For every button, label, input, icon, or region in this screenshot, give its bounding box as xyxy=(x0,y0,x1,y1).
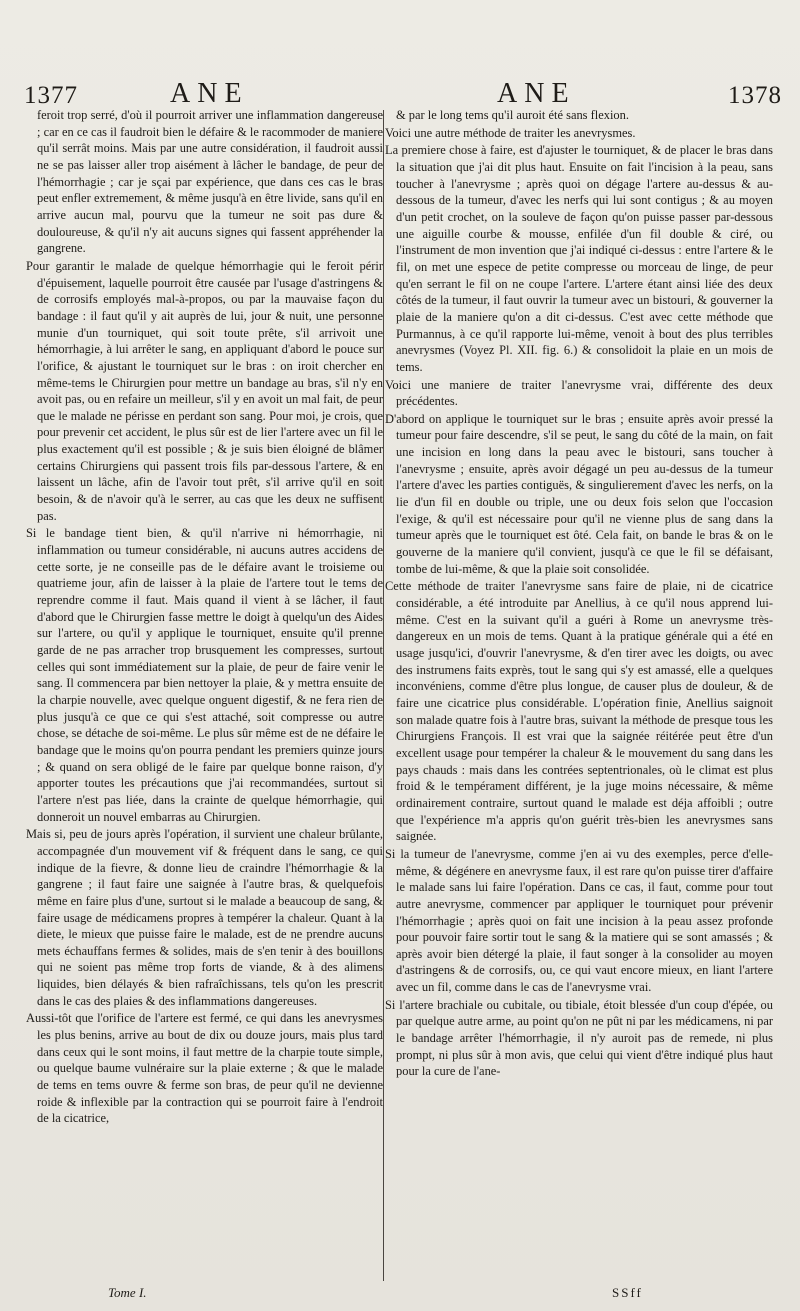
paragraph: Cette méthode de traiter l'anevrysme sans faire de plaie, ni de cicatrice considérable, a été introduite par Anellius, à ce qu'il nous apprend lui-même. C'est en la suivant qu'il a guéri à Rome un anevrysme très-dangereux en un mois de tems. Quant à la pratique générale qui a été en usage jusqu'ici, d'ouvrir l'anevrysme, & d'en tirer avec les doigts, ou avec des instrumens faits exprès, tout le sang qui s'y est amassé, elle a quelques inconvéniens, comme d'être plus longue, de causer plus de douleur, & de faire une cicatrice plus considérable. L'opération finie, Anellius saignoit son malade quatre fois à l'autre bras, suivant la méthode de presque tous les Chirurgiens François. Il est vrai que la saignée réitérée peut être d'un excellent usage pour tempérer la chaleur & le mouvement du sang dans les pays chauds : mais dans les contrées septentrionales, où le climat est plus froid & le tempérament différent, je la juge moins nécessaire, & même ordinairement contraire, surtout quand le malade est déja affoibli ; outre que l'expérience m'a appris qu'on guérit très-bien les anevrysmes sans saignée. xyxy=(385,579,773,844)
paragraph: Si le bandage tient bien, & qu'il n'arrive ni hémorrhagie, ni inflammation ou tumeur considérable, ni aucuns autres accidens de cette sorte, je ne conseille pas de le défaire avant le troisieme ou quatrieme jour, afin de laisser à la plaie de l'artere tout le tems de reprendre comme il faut. Mais quand il vient à se lâcher, il faut d'abord que le Chirurgien fasse mettre le doigt à quelqu'un des Aides sur l'artere, ou qu'il y applique le tourniquet, ensuite qu'il prenne garde de ne pas arracher trop brusquement les compresses, surtout celles qui sont immédiatement sur la plaie, de peur de faire venir le sang. Il commencera par bien nettoyer la plaie, & y mettra ensuite de la charpie nouvelle, avec quelque onguent digestif, & ne fera rien de plus jusqu'à ce que ce qui s'est attaché, soit compresse ou autre chose, se détache de soi-même. Le plus sûr même est de ne défaire le bandage que le moins qu'on pourra pendant les premiers quinze jours ; & quand on sera obligé de le faire par quelque bonne raison, d'y apporter toutes les précautions que j'ai recommandées, surtout si l'artere n'est pas liée, dans la crainte de quelque hémorrhagie, qui donneroit un nouvel embarras au Chirurgien. xyxy=(26,526,383,824)
paragraph: & par le long tems qu'il auroit été sans flexion. xyxy=(396,108,629,122)
paragraph-heading: Voici une maniere de traiter l'anevrysme vrai, différente des deux précédentes. xyxy=(385,377,773,409)
right-column xyxy=(385,107,773,1289)
column-divider xyxy=(383,110,384,1281)
running-head-right: ANE xyxy=(497,78,576,109)
page-number-left: 1377 xyxy=(24,82,78,109)
paragraph: Si l'artere brachiale ou cubitale, ou tibiale, étoit blessée d'un coup d'épée, ou par quelque autre arme, au point qu'on ne pût ni par les médicamens, ni par le bandage arrêter l'hémorrhagie, il n'y auroit pas de remede, ni plus prompt, ni plus sûr à mon avis, que celui qui vient d'être indiqué plus haut pour la cure de l'ane- xyxy=(385,997,773,1079)
paragraph: feroit trop serré, d'où il pourroit arriver une inflammation dangereuse ; car en ce cas il faudroit bien le défaire & le racommoder de maniere qu'il serrât moins. Mais par une autre considération, il faudroit aussi ne se pas laisser aller trop aisément à lâcher le bandage, de peur de l'hémorrhagie ; car je sçai par expérience, que dans ces cas le bras peut enfler extremement, & même jusqu'à en être livide, sans qu'il en arrive aucun mal, pourvu que la tumeur ne soit pas dure & douloureuse, & qu'il n'y ait aucuns signes qui fassent appréhender la gangrene. xyxy=(37,108,383,256)
volume-label: Tome I. xyxy=(108,1285,147,1300)
paragraph: Mais si, peu de jours après l'opération, il survient une chaleur brûlante, accompagnée d'un mouvement vif & fréquent dans le sang, ce qui indique de la fievre, & donne lieu de craindre l'hémorrhagie & la gangrene ; il faut faire une saignée à l'autre bras, & quelquefois même en faire plus d'une, surtout si le malade a beaucoup de sang, & faire usage de médicamens propres à tempérer la chaleur. Quant à la diete, le mieux que puisse faire le malade, est de ne prendre aucuns mets échauffans fermes & solides, mais de s'en tenir à des bouillons qui ne soient pas même trop forts de viande, & à des alimens liquides, bien délayés & bien rafraîchissans, tels qu'on les prescrit dans le cas des plaies & des inflammations dangereuses. xyxy=(26,827,383,1008)
signature-mark: SSff xyxy=(612,1285,643,1300)
paragraph: Pour garantir le malade de quelque hémorrhagie qui le feroit périr d'épuisement, laquelle pourroit être causée par l'usage d'astringens & de corrosifs employés mal-à-propos, ou par la mauvaise façon du bandage : il faut qu'il y ait auprès de lui, jour & nuit, une personne munie d'un tourniquet, qui soit toute prête, s'il arrivoit une hémorrhagie, à lui arrêter le sang, en appliquant d'abord le pouce sur l'orifice, & ajustant le tourniquet sur le bras : on iroit chercher en même-tems le Chirurgien pour mettre un bandage au bras, s'il n'y en avoit pas, ou en refaire un meilleur, s'il y en avoit un mal fait, de peur que le malade ne périsse en perdant son sang. Pour moi, je crois, que pour prevenir cet accident, le plus sûr est de lier l'artere avec un fil le plus exactement qu'il est possible ; & je suis bien éloigné de blâmer certains Chirurgiens qui passent trois fils par-dessous l'artere, & en laissent un lâche, afin de l'avoir tout prêt, s'il arrive qu'il en soit besoin, & de n'avoir qu'à le serrer, au cas que les deux ne suffisent pas. xyxy=(26,258,383,523)
left-column xyxy=(26,107,383,1289)
paragraph: Si la tumeur de l'anevrysme, comme j'en ai vu des exemples, perce d'elle-même, & dégénere en anevrysme faux, il est rare qu'on puisse tirer d'affaire le malade sans lui faire l'opération. Dans ce cas, il faut, comme pour tout autre anevrysme, commencer par appliquer le tourniquet pour prévenir l'hémorrhagie ; après quoi on fait une incision à la peau assez profonde pour pouvoir faire sortir tout le sang & la matiere qui se sont amassés ; & après avoir bien détergé la plaie, il faut songer à la consolider au moyen d'astringens & de corrosifs, ou, ce qui vaut encore mieux, en liant l'artere avec un fil, comme dans le cas de l'anevrysme vrai. xyxy=(385,846,773,995)
running-head-left: ANE xyxy=(170,78,249,109)
page-number-right: 1378 xyxy=(728,82,782,109)
paragraph: D'abord on applique le tourniquet sur le bras ; ensuite après avoir pressé la tumeur pour faire descendre, s'il se peut, le sang du côté de la main, on fait une incision en long dans la peau avec le bistouri, sans toucher à l'anevrysme ; ensuite, après avoir dégagé un peu au-dessus de la tumeur l'artere d'avec les parties contiguës, & singulierement d'avec les nerfs, on la lie d'un fil en double ou triple, une ou deux fois selon que l'occasion l'exige, & qu'il est nécessaire pour qu'il ne vienne plus de sang dans la tumeur après que le tourniquet est ôté. Cela fait, on bande le bras & on le gouverne de la maniere qu'il convient, jusqu'à ce que le fil se défaisant, tombe de lui-même, & que la plaie soit consolidée. xyxy=(385,411,773,576)
paragraph-heading: Voici une autre méthode de traiter les anevrysmes. xyxy=(385,125,636,140)
paragraph: Aussi-tôt que l'orifice de l'artere est fermé, ce qui dans les anevrysmes les plus benins, arrive au bout de dix ou douze jours, mais plus tard dans ceux qui le sont moins, il faut mettre de la charpie toute simple, ou quelque baume vulnéraire sur la plaie externe ; & que le malade de tems en tems ouvre & ferme son bras, de peur qu'il ne devienne roide & inflexible par la contraction qui se pourroit faire à l'endroit de la cicatrice, xyxy=(26,1011,383,1126)
paragraph: La premiere chose à faire, est d'ajuster le tourniquet, & de placer le bras dans la situation que j'ai dit plus haut. Ensuite on fait l'incision à la peau, sans toucher à l'anevrysme ; après quoi on dégage l'artere au-dessus & au-dessous de la tumeur, d'avec les nerfs qui lui sont contigus ; & au moyen d'un petit crochet, on la souleve de façon qu'on puisse passer par-dessous une aiguille courbe & mousse, enfilée d'un fil double & ciré, ou l'instrument de mon invention que j'ai indiqué ci-dessus : entre l'artere & le fil, on met une espece de petite compresse ou morceau de linge, de peur qu'en serrant le fil on ne coupe l'artere. L'artere étant ainsi liée des deux côtés de la tumeur, il faut ouvrir la tumeur avec un bistouri, & gouverner la plaie de la maniere qu'on a dit ci-dessus. C'est avec cette méthode que Purmannus, à ce qu'il rapporte lui-même, venoit à bout des plus terribles anevrysmes (Voyez Pl. XII. fig. 6.) & consolidoit la plaie en un mois de tems. xyxy=(385,143,773,374)
